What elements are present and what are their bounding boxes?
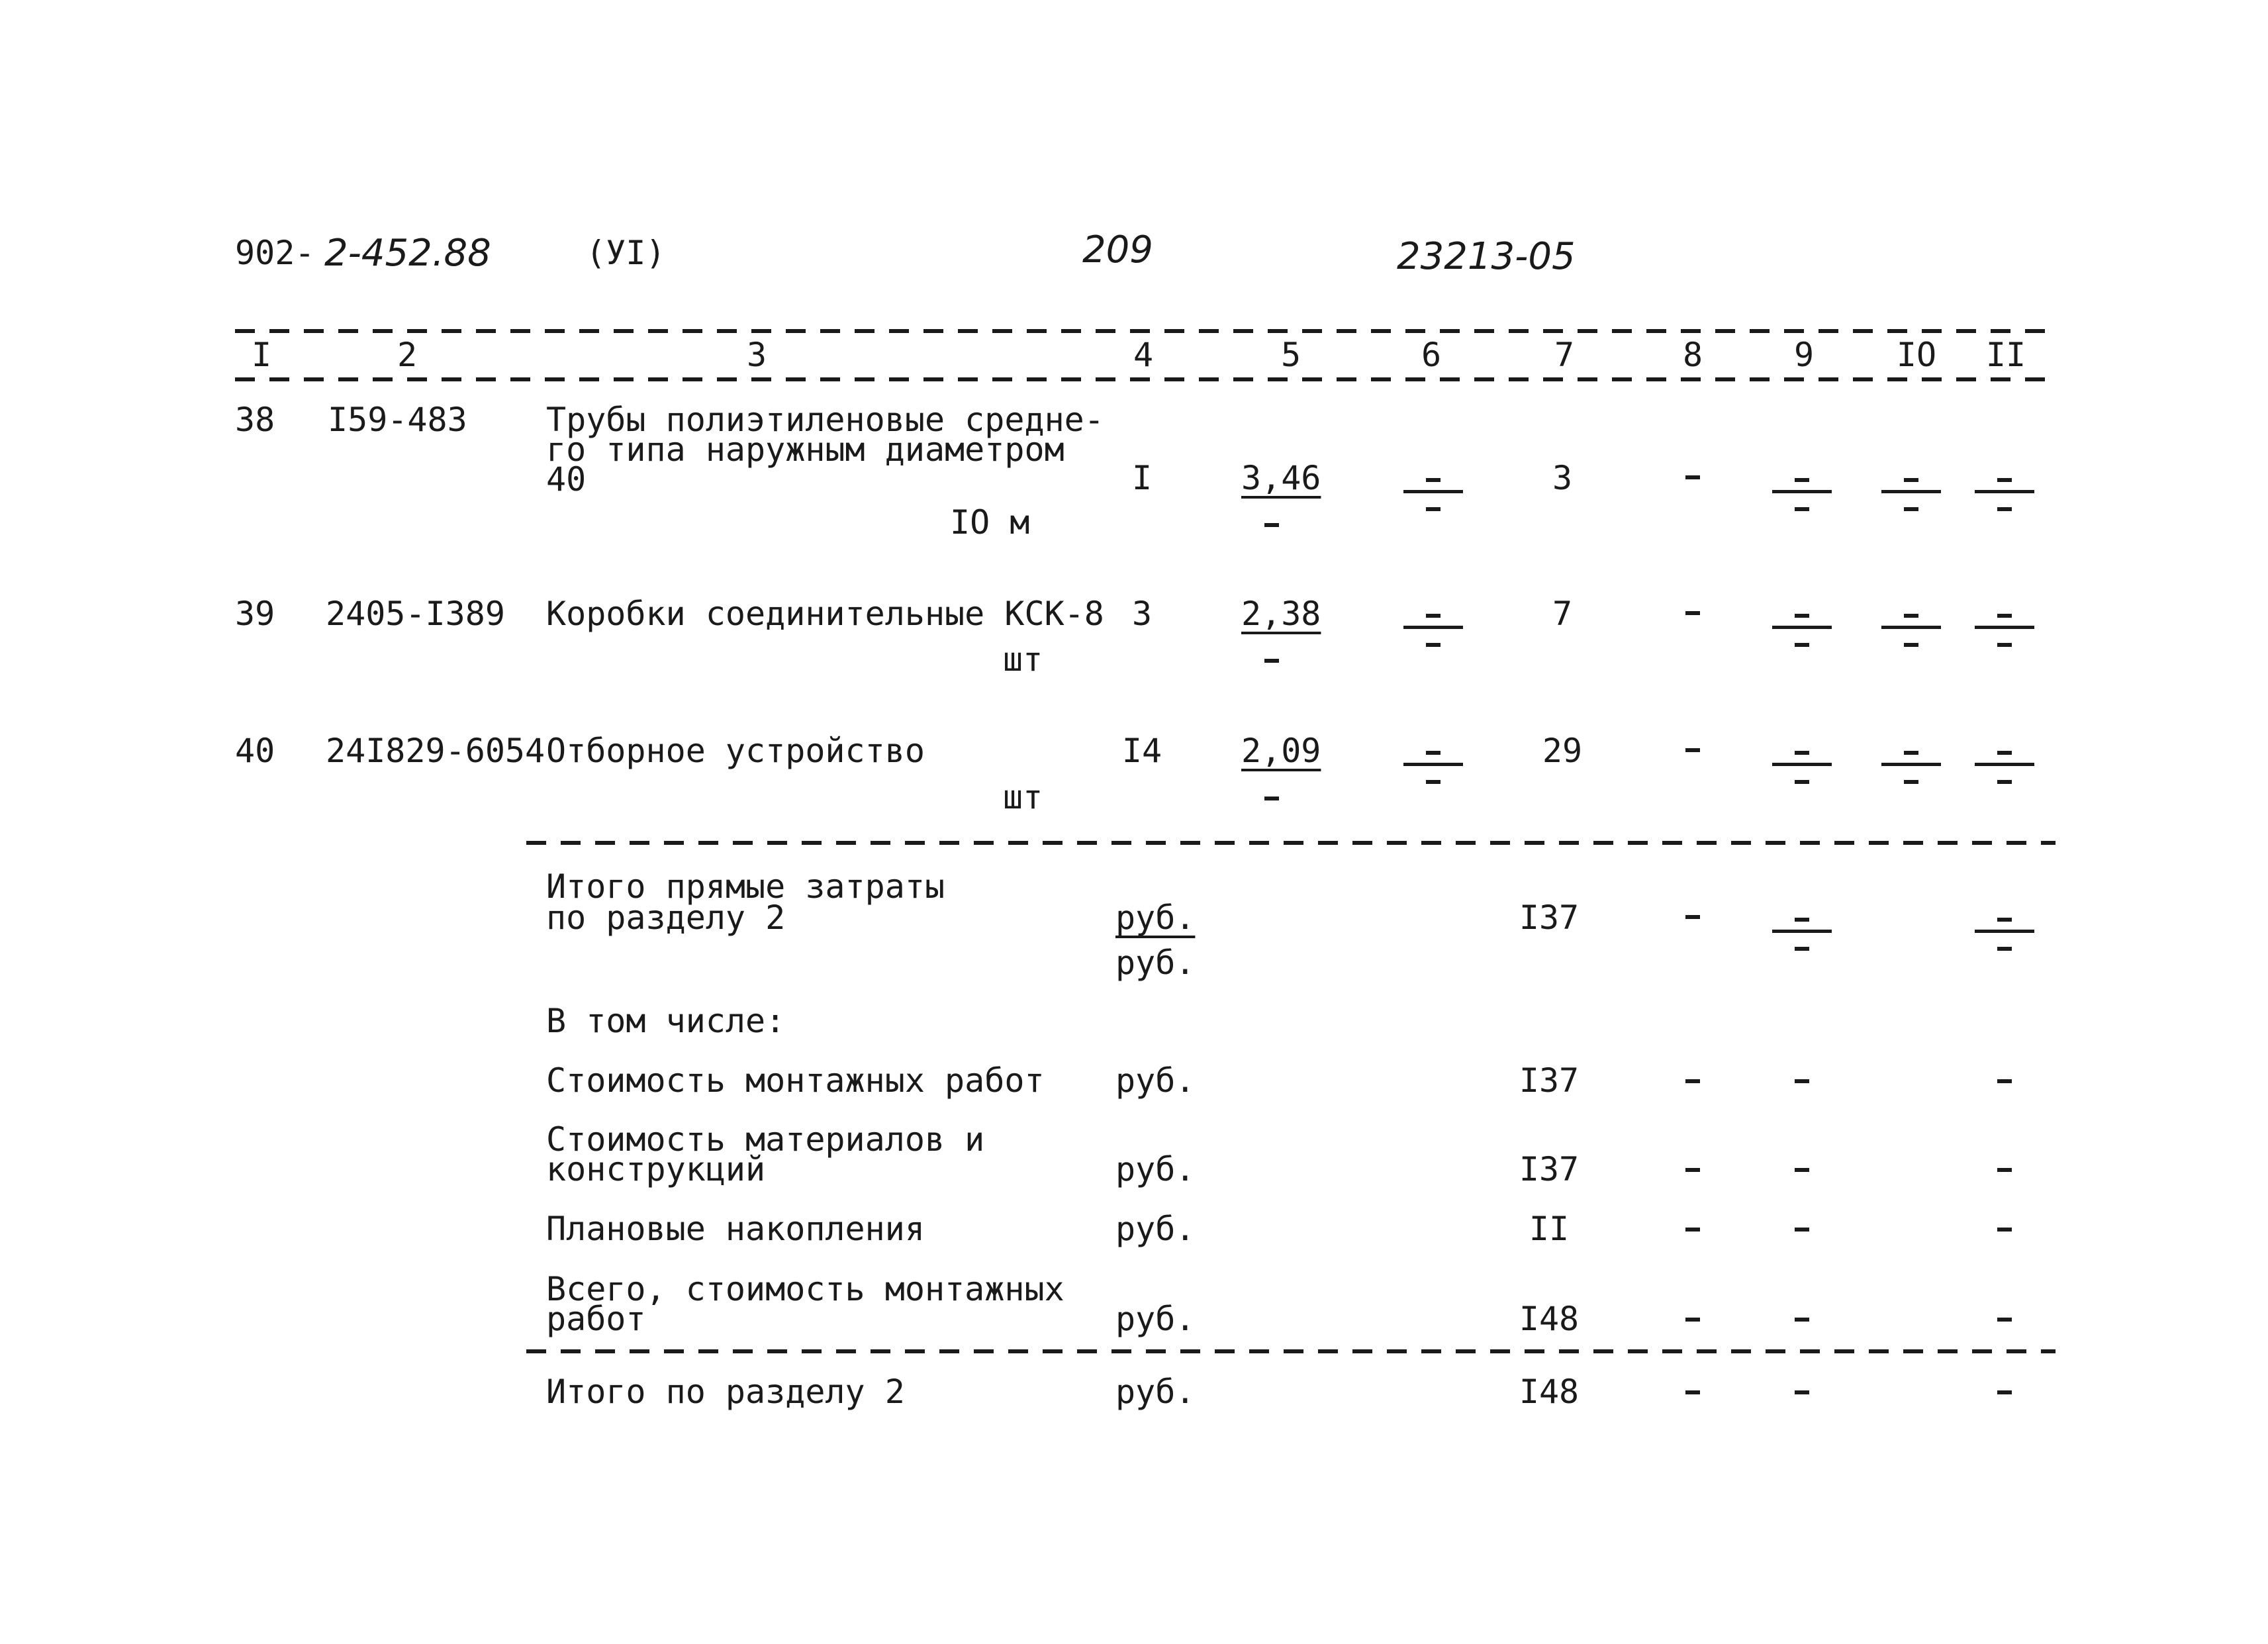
dash-mark: [1685, 475, 1700, 479]
dash-mark: [1795, 1079, 1809, 1083]
installation-label: Стоимость монтажных работ: [546, 1061, 1045, 1100]
dash-mark: [1685, 748, 1700, 752]
summary-label-line: Итого прямые затраты: [546, 867, 945, 906]
materials-label-line: конструкций: [546, 1150, 766, 1188]
row-code: 24I829-6054: [326, 732, 545, 770]
col-header-7: 7: [1554, 336, 1575, 374]
dash-mark: [1685, 1228, 1700, 1232]
fraction-dash-col9: [1772, 738, 1832, 791]
dash-mark: [1685, 611, 1700, 615]
total-install-label-line: Всего, стоимость монтажных: [546, 1270, 1064, 1308]
row-total: 3: [1552, 459, 1573, 497]
volume-label: (УI): [586, 234, 666, 272]
row-unit: шт: [1003, 640, 1043, 679]
col-header-9: 9: [1793, 336, 1815, 374]
col-header-6: 6: [1421, 336, 1442, 374]
dash-mark: [1997, 1168, 2012, 1172]
fraction-dash-col11: [1975, 738, 2034, 791]
dash-mark: [1685, 1318, 1700, 1322]
fraction-dash-col10: [1881, 465, 1941, 518]
fraction-dash-col6: [1403, 601, 1463, 653]
fraction-dash-col6: [1403, 465, 1463, 518]
header-top-rule: [235, 329, 2055, 333]
row-unit-price: 3,46: [1241, 459, 1321, 497]
installation-total: I37: [1519, 1061, 1580, 1100]
fraction-dash-col11: [1975, 904, 2034, 957]
col-header-10: IO: [1896, 336, 1937, 374]
series-prefix: 902-: [235, 234, 315, 272]
fraction-dash-col11: [1975, 601, 2034, 653]
summary-total: I37: [1519, 898, 1580, 937]
fraction-dash-col11: [1975, 465, 2034, 518]
dash-mark: [1264, 523, 1279, 527]
page-number: 209: [1082, 228, 1153, 271]
header-bottom-rule: [235, 377, 2055, 381]
dash-mark: [1795, 1168, 1809, 1172]
materials-label-line: Стоимость материалов и: [546, 1120, 985, 1159]
row-name-line: 40: [546, 460, 587, 499]
row-unit-price: 2,09: [1241, 732, 1321, 770]
dash-mark: [1997, 1079, 2012, 1083]
materials-unit: руб.: [1115, 1150, 1196, 1188]
dash-mark: [1264, 659, 1279, 663]
row-name-line: Коробки соединительные КСК-8: [546, 595, 1104, 633]
dash-mark: [1795, 1228, 1809, 1232]
section-total-value: I48: [1519, 1373, 1580, 1411]
summary-unit: руб.: [1115, 898, 1196, 937]
col-header-5: 5: [1280, 336, 1301, 374]
col-header-3: 3: [746, 336, 767, 374]
section-total-unit: руб.: [1115, 1373, 1196, 1411]
row-name-line: Трубы полиэтиленовые средне-: [546, 401, 1104, 439]
row-code: 2405-I389: [326, 595, 505, 633]
total-install-total: I48: [1519, 1300, 1580, 1338]
fraction-dash-col9: [1772, 904, 1832, 957]
dash-mark: [1795, 1390, 1809, 1394]
fraction-dash-col10: [1881, 601, 1941, 653]
row-number: 40: [235, 732, 275, 770]
fraction-dash-col6: [1403, 738, 1463, 791]
dash-mark: [1685, 1168, 1700, 1172]
planned-unit: руб.: [1115, 1210, 1196, 1248]
row-name-line: Отборное устройство: [546, 732, 925, 770]
dash-mark: [1685, 915, 1700, 919]
fraction-dash-col9: [1772, 601, 1832, 653]
summary-label-line: по разделу 2: [546, 898, 786, 937]
dash-mark: [1685, 1079, 1700, 1083]
planned-label: Плановые накопления: [546, 1210, 925, 1248]
row-quantity: I: [1131, 459, 1153, 497]
row-unit: шт: [1003, 778, 1043, 816]
row-unit: IO м: [950, 503, 1030, 542]
col-header-4: 4: [1133, 336, 1154, 374]
series-handwritten: 2-452.88: [324, 232, 491, 275]
col-header-8: 8: [1682, 336, 1703, 374]
document-code: 23213-05: [1397, 235, 1576, 278]
row-quantity: 3: [1131, 595, 1153, 633]
dash-mark: [1795, 1318, 1809, 1322]
dash-mark: [1997, 1228, 2012, 1232]
dash-mark: [1997, 1390, 2012, 1394]
dash-mark: [1685, 1390, 1700, 1394]
row-quantity: I4: [1121, 732, 1162, 770]
row-total: 7: [1552, 595, 1573, 633]
including-label: В том числе:: [546, 1002, 786, 1040]
col-header-2: 2: [397, 336, 418, 374]
totals-rule: [526, 1349, 2055, 1353]
planned-total: II: [1529, 1210, 1570, 1248]
materials-total: I37: [1519, 1150, 1580, 1188]
fraction-dash-col9: [1772, 465, 1832, 518]
dash-mark: [1997, 1318, 2012, 1322]
section-total-label: Итого по разделу 2: [546, 1373, 905, 1411]
dash-mark: [1264, 797, 1279, 800]
row-code: I59-483: [328, 401, 467, 439]
row-total: 29: [1542, 732, 1583, 770]
summary-unit: руб.: [1115, 943, 1196, 982]
fraction-dash-col10: [1881, 738, 1941, 791]
total-install-label-line: работ: [546, 1300, 646, 1338]
row-number: 38: [235, 401, 275, 439]
row-unit-price: 2,38: [1241, 595, 1321, 633]
installation-unit: руб.: [1115, 1061, 1196, 1100]
row-number: 39: [235, 595, 275, 633]
total-install-unit: руб.: [1115, 1300, 1196, 1338]
row-name-line: го типа наружным диаметром: [546, 430, 1064, 469]
rows-bottom-rule: [526, 841, 2055, 845]
col-header-1: I: [251, 336, 272, 374]
col-header-11: II: [1985, 336, 2026, 374]
